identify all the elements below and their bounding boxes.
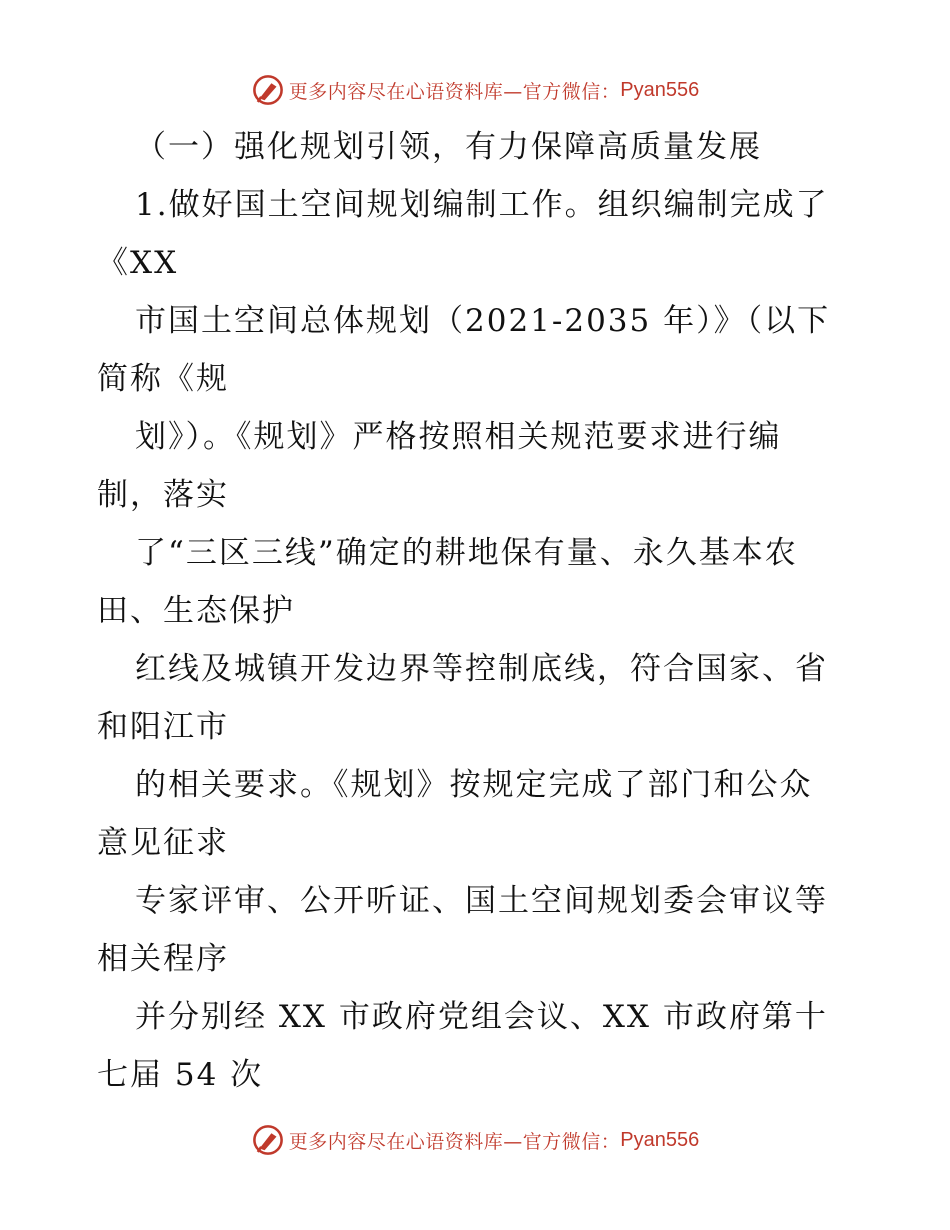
- text-line: 了“三区三线”确定的耕地保有量、永久基本农: [135, 535, 798, 571]
- text-line: 市国土空间总体规划（2021-2035 年）》（以下: [135, 303, 831, 339]
- text-line: 七届 54 次: [97, 1057, 264, 1093]
- text-line: 田、生态保护: [97, 593, 295, 629]
- watermark-id: Pyan556: [620, 78, 700, 101]
- section-heading: （一）强化规划引领，有力保障高质量发展: [135, 129, 762, 165]
- text-line: 《XX: [97, 245, 179, 281]
- text-line: 专家评审、公开听证、国土空间规划委会审议等: [135, 883, 828, 919]
- text-line: 红线及城镇开发边界等控制底线，符合国家、省: [135, 651, 828, 687]
- watermark-text: 更多内容尽在心语资料库—官方微信：: [288, 80, 621, 103]
- pen-nib-logo-icon: [251, 1123, 285, 1157]
- text-line: 意见征求: [97, 825, 229, 861]
- text-line: 1.做好国土空间规划编制工作。组织编制完成了: [135, 187, 829, 223]
- text-line: 简称《规: [97, 361, 229, 397]
- text-line: 并分别经 XX 市政府党组会议、XX 市政府第十: [135, 999, 828, 1035]
- text-line: 相关程序: [97, 941, 229, 977]
- watermark-banner-bottom: [0, 1120, 950, 1160]
- text-line: 划》）。《规划》严格按照相关规范要求进行编: [135, 419, 782, 455]
- watermark-id: Pyan556: [620, 1128, 700, 1151]
- text-line: 的相关要求。《规划》按规定完成了部门和公众: [135, 767, 813, 803]
- watermark-text: 更多内容尽在心语资料库—官方微信：: [288, 1130, 621, 1153]
- text-line: 制，落实: [97, 477, 229, 513]
- watermark-banner-top: [0, 70, 950, 110]
- text-line: 和阳江市: [97, 709, 229, 745]
- pen-nib-logo-icon: [251, 73, 285, 107]
